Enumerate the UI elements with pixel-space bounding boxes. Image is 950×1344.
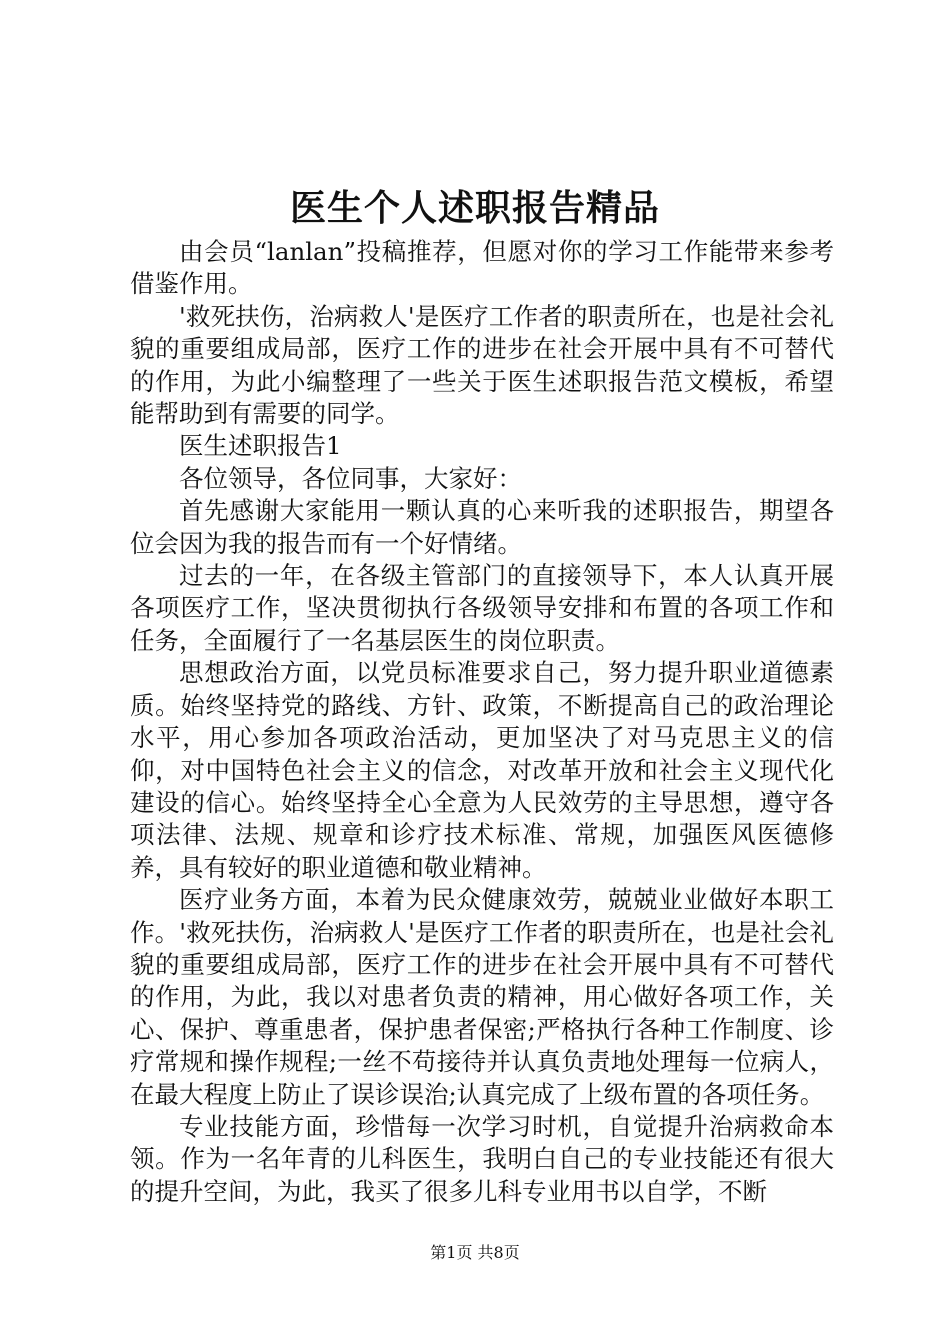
paragraph-politics: 思想政治方面，以党员标准要求自己，努力提升职业道德素质。始终坚持党的路线、方针、政策，不断提高自己的政治理论水平，用心参加各项政治活动，更加坚决了对马克思主义的信仰，对中国特色社会主义的信念，对改革开放和社会主义现代化建设的信心。始终坚持全心全意为人民效劳的主导思想，遵守各项法律、法规、规章和诊疗技术标准、常规，加强医风医德修养，具有较好的职业道德和敬业精神。 bbox=[130, 658, 834, 882]
paragraph-thanks: 首先感谢大家能用一颗认真的心来听我的述职报告，期望各位会因为我的报告而有一个好情绪。 bbox=[130, 496, 834, 558]
section-heading: 医生述职报告1 bbox=[179, 431, 342, 461]
paragraph-preface: '救死扶伤，治病救人'是医疗工作者的职责所在，也是社会礼貌的重要组成局部，医疗工作的进步在社会开展中具有不可替代的作用，为此小编整理了一些关于医生述职报告范文模板，希望能帮助到有需要的同学。 bbox=[130, 301, 834, 429]
paragraph-skills: 专业技能方面，珍惜每一次学习时机，自觉提升治病救命本领。作为一名年青的儿科医生，我明白自己的专业技能还有很大的提升空间，为此，我买了很多儿科专业用书以自学，不断 bbox=[130, 1111, 834, 1206]
paragraph-overview: 过去的一年，在各级主管部门的直接领导下，本人认真开展各项医疗工作，坚决贯彻执行各级领导安排和布置的各项工作和任务，全面履行了一名基层医生的岗位职责。 bbox=[130, 561, 834, 655]
page-footer: 第1页 共8页 bbox=[430, 1243, 520, 1262]
paragraph-medical-work: 医疗业务方面，本着为民众健康效劳，兢兢业业做好本职工作。'救死扶伤，治病救人'是医疗工作者的职责所在，也是社会礼貌的重要组成局部，医疗工作的进步在社会开展中具有不可替代的作用，为此，我以对患者负责的精神，用心做好各项工作，关心、保护、尊重患者，保护患者保密;严格执行各种工作制度、诊疗常规和操作规程;一丝不苟接待并认真负责地处理每一位病人，在最大程度上防止了误诊误治;认真完成了上级布置的各项任务。 bbox=[130, 885, 834, 1109]
paragraph-greeting: 各位领导，各位同事，大家好： bbox=[179, 463, 522, 493]
document-body bbox=[130, 236, 834, 1208]
document-title: 医生个人述职报告精品 bbox=[289, 187, 660, 229]
paragraph-intro: 由会员“lanlan”投稿推荐，但愿对你的学习工作能带来参考借鉴作用。 bbox=[130, 237, 834, 299]
